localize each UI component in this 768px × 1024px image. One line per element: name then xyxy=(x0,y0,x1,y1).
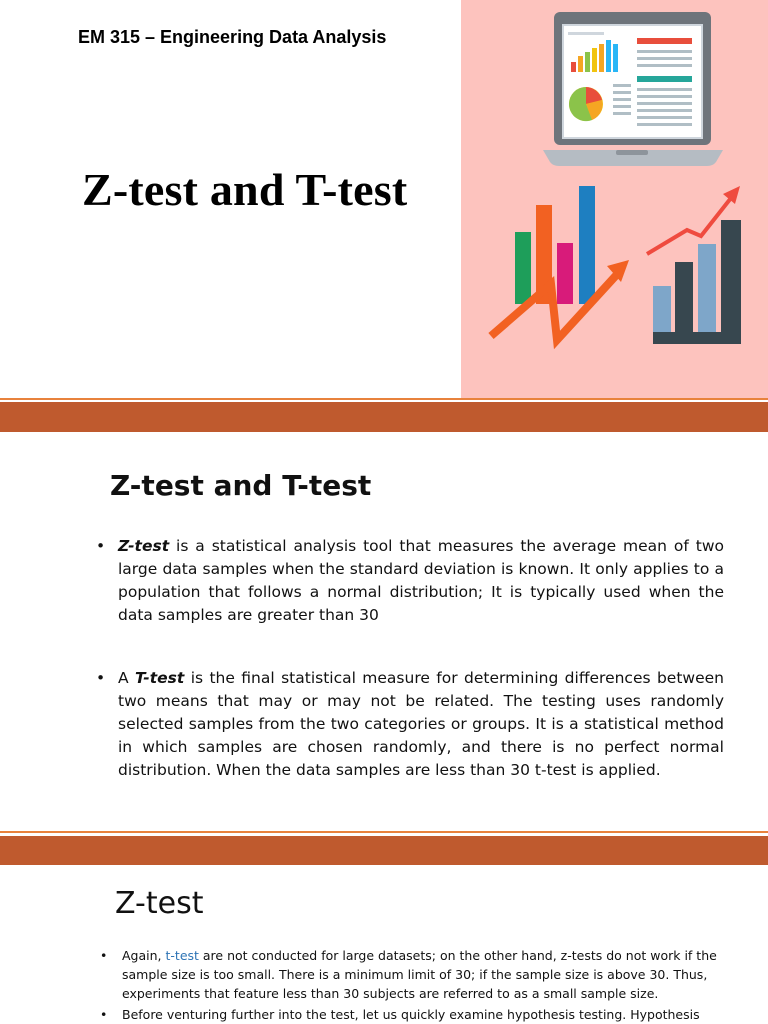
bullet-icon: • xyxy=(96,537,106,555)
growth-arrow-icon xyxy=(647,186,741,344)
divider-line xyxy=(0,831,768,833)
list-item xyxy=(92,667,724,782)
term-emphasis: Z-test xyxy=(118,537,170,555)
bullet-list xyxy=(92,667,724,782)
bullet-icon: • xyxy=(100,1007,108,1022)
list-item xyxy=(98,946,730,1003)
bullet-text: is the final statistical measure for determining differences between two means that may or may not be related. The testing uses randomly selected samples from the two categories or groups. It is a statistical method in which samples are chosen randomly, and there is no perfect normal distribution. When the data samples are less than 30 t-test is applied. xyxy=(118,669,724,779)
bullet-list xyxy=(98,946,730,1024)
rising-bar-chart-icon xyxy=(491,186,629,340)
bullet-text: are not conducted for large datasets; on the other hand, z-tests do not work if the sample size is too small. There is a minimum limit of 30; if the sample size is above 30. Thus, experiments that feature less than 30 subjects are referred to as a small sample size. xyxy=(122,948,717,1001)
bullet-list xyxy=(92,535,724,627)
divider-band xyxy=(0,402,768,432)
laptop-dashboard-icon xyxy=(543,12,723,166)
term-emphasis: T-test xyxy=(135,669,185,687)
bullet-prefix: A xyxy=(118,669,135,687)
analytics-illustration xyxy=(461,0,768,398)
t-test-link[interactable]: t-test xyxy=(165,948,199,963)
illustration-panel xyxy=(461,0,768,398)
title-slide xyxy=(0,0,768,398)
divider-band xyxy=(0,836,768,865)
bullet-text: Before venturing further into the test, let us quickly examine hypothesis testing. Hypothesis xyxy=(122,1007,700,1022)
list-item xyxy=(92,535,724,627)
slide-title: Z-test and T-test xyxy=(82,164,408,215)
slide-title: Z-test xyxy=(115,886,204,921)
bullet-prefix: Again, xyxy=(122,948,166,963)
divider-line xyxy=(0,398,768,400)
bullet-icon: • xyxy=(96,669,106,687)
slide-title: Z-test and T-test xyxy=(110,469,372,502)
bullet-icon: • xyxy=(100,948,108,963)
course-title: EM 315 – Engineering Data Analysis xyxy=(78,27,387,47)
bullet-text: is a statistical analysis tool that measures the average mean of two large data samples when the standard deviation is known. It only applies to a population that follows a normal distribution; It is typically used when the data samples are greater than 30 xyxy=(118,537,724,624)
list-item xyxy=(98,1005,730,1024)
